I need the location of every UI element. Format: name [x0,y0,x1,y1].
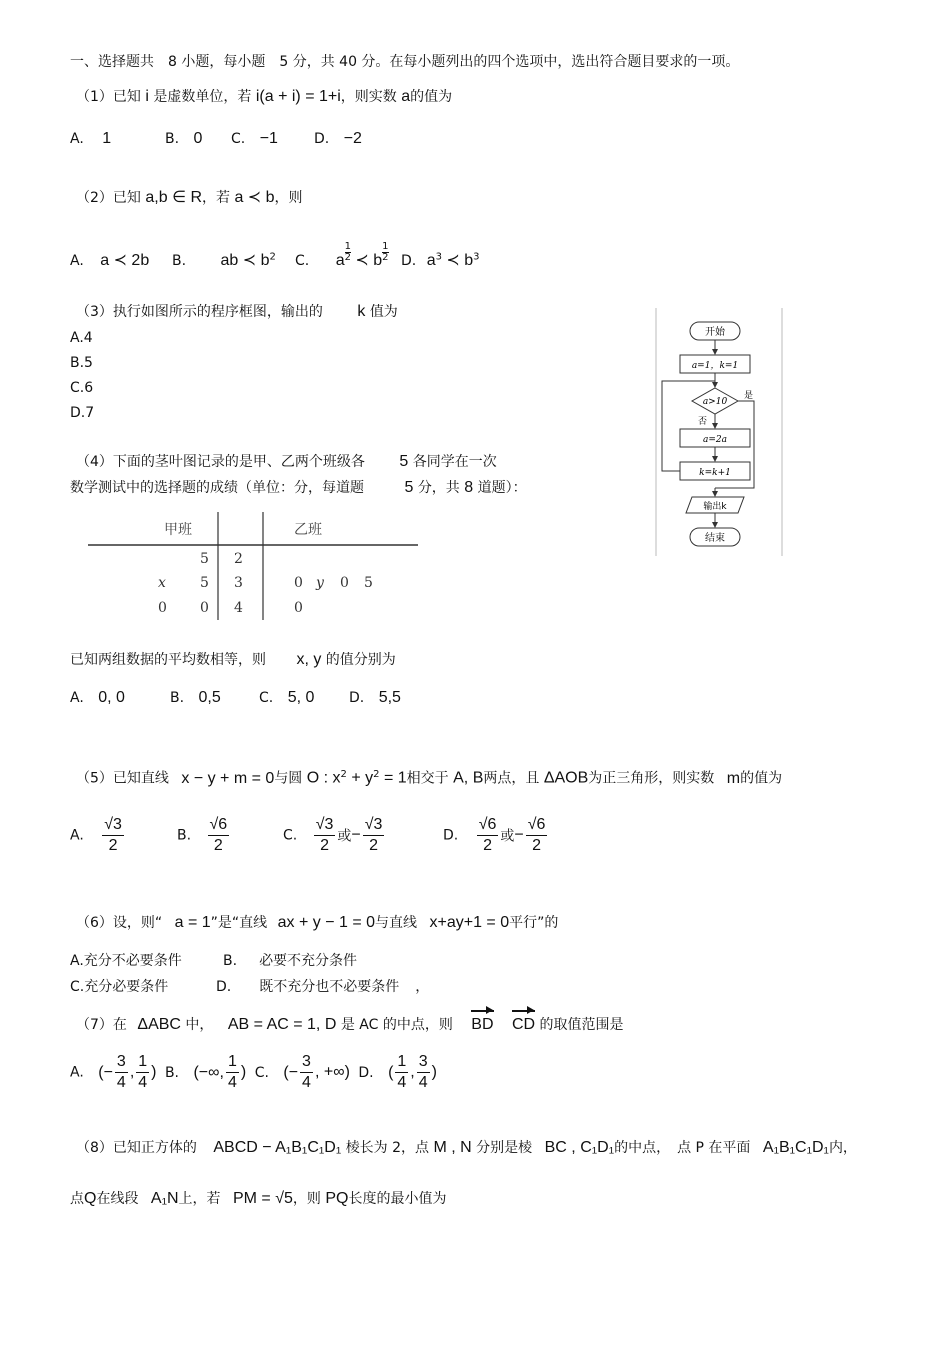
question-5-option-a: A. $\frac{√3}{2}$ [70,816,122,854]
flow-step2: k=k+1 [699,468,731,478]
row1-left-leaf: 5 [200,551,209,567]
row2-left-leaf-x: x [158,575,166,591]
section-header: 一、选择题共 8 小题，每小题 5 分，共 40 分。在每小题列出的四个选项中，选出符合题目要求的一项。 [70,54,740,70]
question-1-option-c: C. −1 [231,130,278,147]
question-6-option-d: D. 既不充分也不必要条件 ， [216,979,430,995]
question-1-stem: （1）已知 i 是虚数单位，若 i(a + i) = 1+i，则实数 a的值为 [76,88,453,105]
vector-bd: BD [471,1016,494,1033]
flow-start: 开始 [705,327,725,338]
flow-yes: 是 [744,391,754,401]
question-5-option-c: C. $\frac{√3}{2}$ 或− $\frac{√3}{2}$ [283,816,383,854]
question-4-question: 已知两组数据的平均数相等，则 x, y 的值分别为 [70,651,396,668]
question-5-stem: （5）已知直线 x − y + m = 0与圆 O : $x^2 + y^2 = 1$相交于 A, B两点，且 ΔAOB为正三角形，则实数 m的值为 [76,769,783,787]
flow-no: 否 [698,417,708,427]
question-2-option-a: A. a ≺ 2b [70,252,150,269]
question-3-option-b: B.5 [70,355,93,371]
flow-end: 结束 [705,533,725,544]
flow-output: 输出k [703,502,727,512]
stem-leaf-chart [88,512,420,620]
row3-left-leaf-2: 0 [200,600,209,616]
stem-leaf-right-header: 乙班 [294,522,322,538]
question-1-option-b: B. 0 [165,130,203,147]
question-6-option-b: B. 必要不充分条件 [223,953,358,969]
question-4-stem-line1: （4）下面的茎叶图记录的是甲、乙两个班级各 5 各同学在一次 [76,453,497,470]
row1-stem: 2 [234,551,243,567]
question-7-options: A. (− $\frac{3}{4}$ , $\frac{1}{4}$ ) B. (−∞, $\frac{1}{4}$ ) C. (− $\frac{3}{4}$ , +∞) D. ( $\frac{1}{4}$ , $\frac{3}{4}$ ) [70,1053,437,1091]
question-8-stem-line1: （8）已知正方体的 ABCD − A₁B₁C₁D₁ 棱长为 2，点 M , N 分别是棱 BC , C₁D₁的中点， 点 P 在平面 A₁B₁C₁D₁内， [76,1139,857,1156]
flow-step1: a=2a [703,435,727,445]
row2-left-leaf: 5 [200,575,209,591]
question-2-option-d: D. $a^3$ ≺ $b^3$ [401,251,480,269]
question-2-stem: （2）已知 a,b ∈ R，若 a ≺ b，则 [76,189,303,206]
question-3-option-c: C.6 [70,380,94,396]
question-4-option-a: A. 0, 0 [70,689,125,706]
question-3-option-d: D.7 [70,405,95,421]
row3-right-leaf: 0 [294,600,303,616]
question-4-option-d: D. 5,5 [349,689,401,706]
vector-cd: CD [511,1016,536,1033]
question-4-option-b: B. 0,5 [170,689,221,706]
question-5-option-b: B. $\frac{√6}{2}$ [177,816,228,854]
row3-stem: 4 [234,600,243,616]
question-6-option-a: A.充分不必要条件 [70,953,182,969]
flow-init: a=1，k=1 [691,361,739,371]
question-6-option-c: C.充分必要条件 [70,979,169,995]
question-6-stem: （6）设，则“ a = 1”是“直线 ax + y − 1 = 0与直线 x+ay+1 = 0平行”的 [76,914,559,931]
question-7-stem: （7）在 ΔABC 中， AB = AC = 1, D 是 AC 的中点，则 BD CD 的取值范围是 [76,1016,624,1033]
flow-cond: a>10 [702,397,728,407]
question-5-option-d: D. $\frac{√6}{2}$ 或− $\frac{√6}{2}$ [443,816,546,854]
stem-leaf-left-header: 甲班 [164,522,192,538]
row2-right-leaf-1: 0 [294,575,303,591]
question-2-option-c: C. a $^{\frac{1}{2}}$ ≺ b $^{\frac{1}{2}}$ [295,241,389,269]
row2-right-leaf-3: 0 [340,575,349,591]
question-4-option-c: C. 5, 0 [259,689,315,706]
question-8-stem-line2: 点Q在线段 A₁N上，若 PM = √5，则 PQ长度的最小值为 [70,1190,447,1207]
question-2-option-b: B. ab ≺ $b^2$ [172,251,276,269]
question-3-stem: （3）执行如图所示的程序框图，输出的 k 值为 [76,303,398,320]
question-1-option-d: D. −2 [314,130,362,147]
row2-right-leaf-4: 5 [364,575,373,591]
row2-right-leaf-y: y [316,575,324,591]
row3-left-leaf-1: 0 [158,600,167,616]
question-1-option-a: A. 1 [70,130,112,147]
question-3-option-a: A.4 [70,330,93,346]
flowchart [648,308,784,556]
row2-stem: 3 [234,575,243,591]
question-4-stem-line2: 数学测试中的选择题的成绩（单位：分，每道题 5 分，共 8 道题）： [70,479,527,496]
